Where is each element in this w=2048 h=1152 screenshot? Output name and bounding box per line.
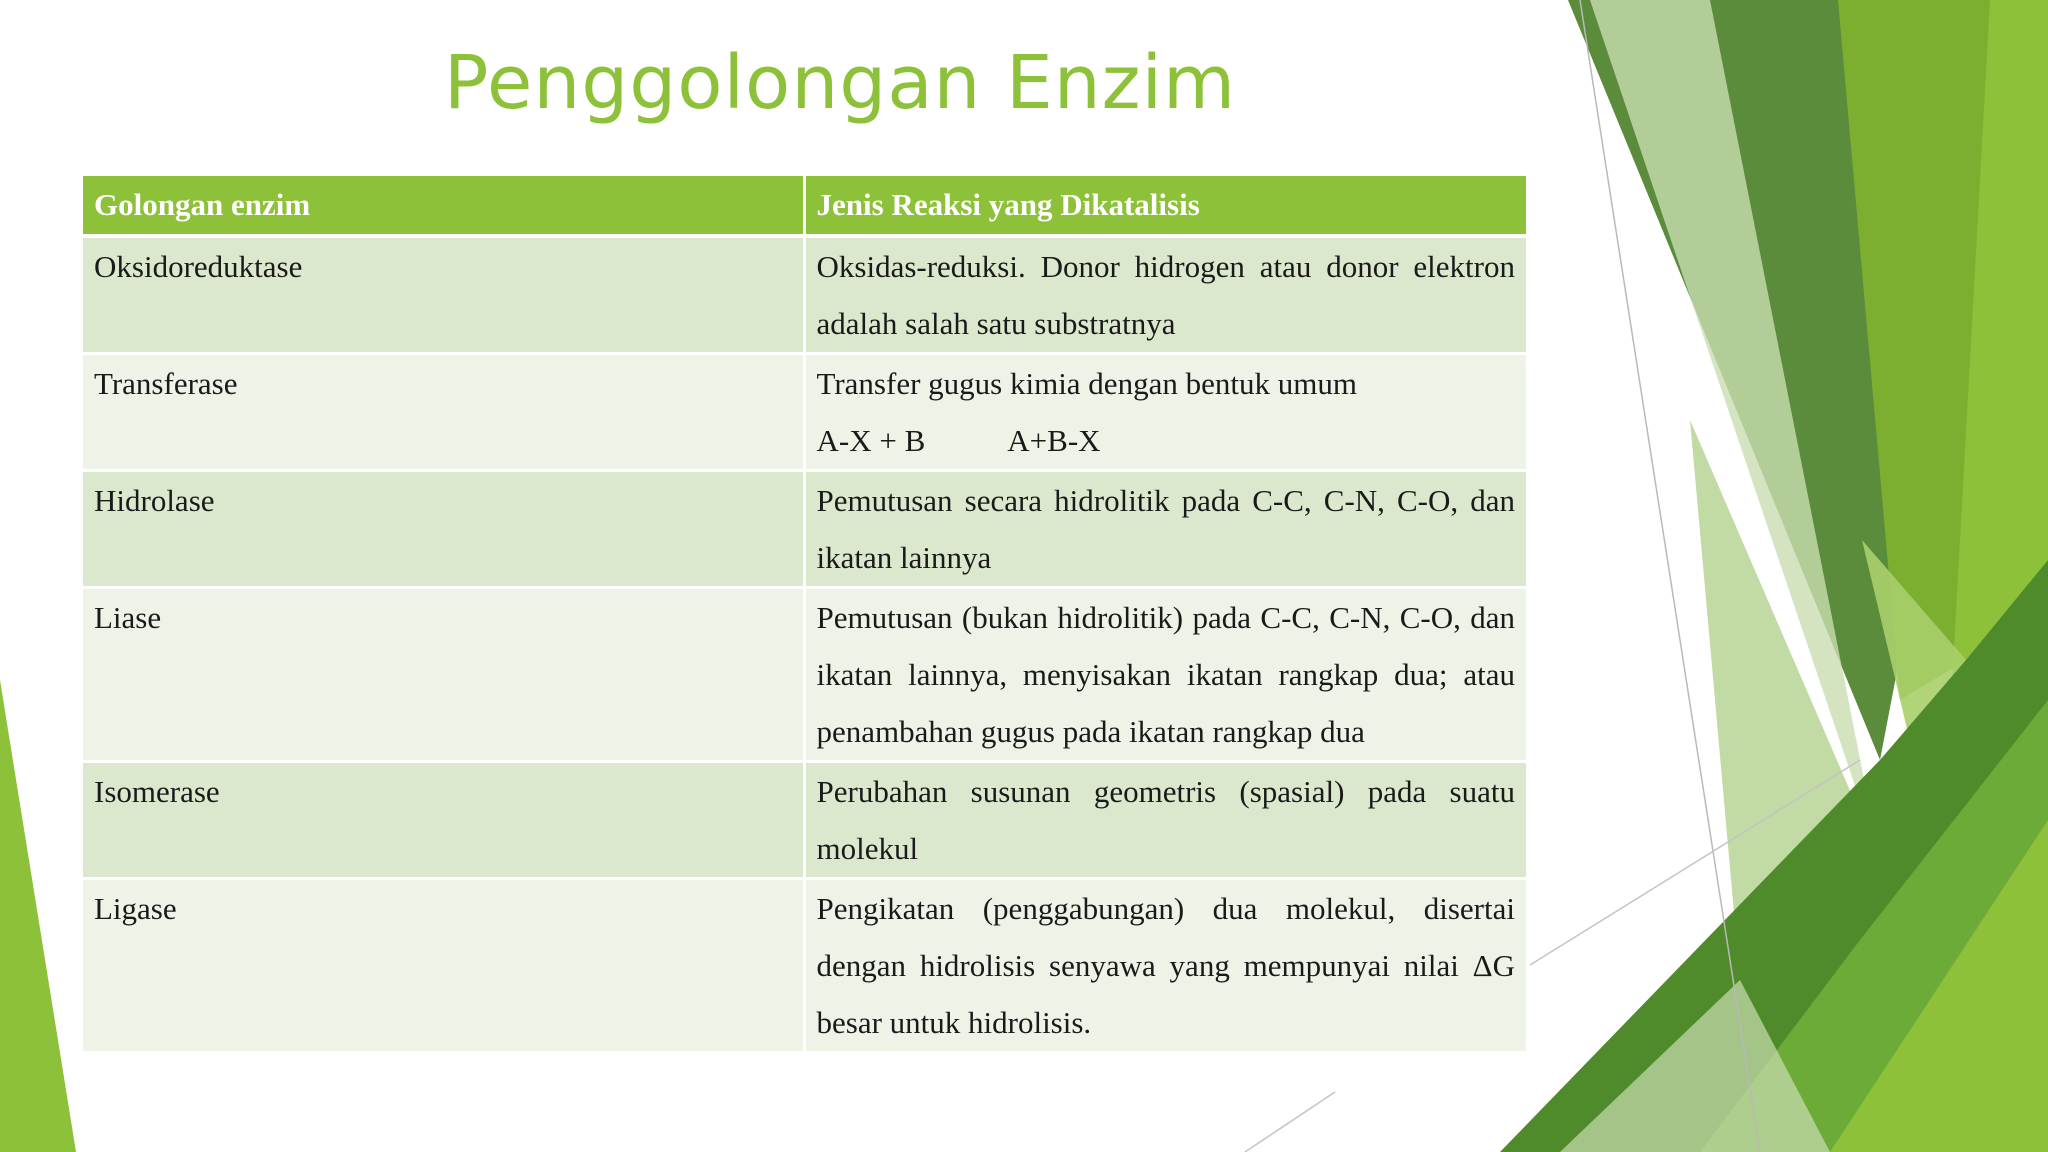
reaction-description-cell [804, 354, 1526, 471]
table-row [83, 879, 1526, 1053]
table-header-row [83, 176, 1526, 236]
header-enzyme-class: Golongan enzim [83, 176, 804, 236]
reaction-description-text: Transfer gugus kimia dengan bentuk umum [816, 366, 1357, 401]
table-row [83, 762, 1526, 879]
enzyme-class-cell: Liase [83, 588, 804, 762]
table-row [83, 471, 1526, 588]
slide-title: Penggolongan Enzim [443, 40, 1237, 126]
reaction-equation [817, 412, 1516, 469]
left-sliver-shape [0, 680, 76, 1152]
table-row [83, 588, 1526, 762]
reaction-description-cell: Perubahan susunan geometris (spasial) pada suatu molekul [804, 762, 1526, 879]
table-row [83, 354, 1526, 471]
equation-right: A+B-X [1007, 423, 1101, 458]
decor-line-3 [1245, 1092, 1335, 1152]
enzyme-class-cell: Ligase [83, 879, 804, 1053]
table-row [83, 236, 1526, 354]
enzyme-class-cell: Hidrolase [83, 471, 804, 588]
enzyme-classification-table [83, 176, 1526, 1054]
header-reaction-type: Jenis Reaksi yang Dikatalisis [804, 176, 1526, 236]
enzyme-class-cell: Oksidoreduktase [83, 236, 804, 354]
reaction-description-cell: Oksidas-reduksi. Donor hidrogen atau donor elektron adalah salah satu substratnya [804, 236, 1526, 354]
enzyme-class-cell: Isomerase [83, 762, 804, 879]
equation-left: A-X + B [816, 423, 926, 458]
enzyme-class-cell: Transferase [83, 354, 804, 471]
reaction-description-cell: Pemutusan secara hidrolitik pada C-C, C-N, C-O, dan ikatan lainnya [804, 471, 1526, 588]
reaction-description-cell: Pengikatan (penggabungan) dua molekul, disertai dengan hidrolisis senyawa yang mempunyai nilai ΔG besar untuk hidrolisis. [804, 879, 1526, 1053]
reaction-description-cell: Pemutusan (bukan hidrolitik) pada C-C, C-N, C-O, dan ikatan lainnya, menyisakan ikatan rangkap dua; atau penambahan gugus pada ikatan rangkap dua [804, 588, 1526, 762]
